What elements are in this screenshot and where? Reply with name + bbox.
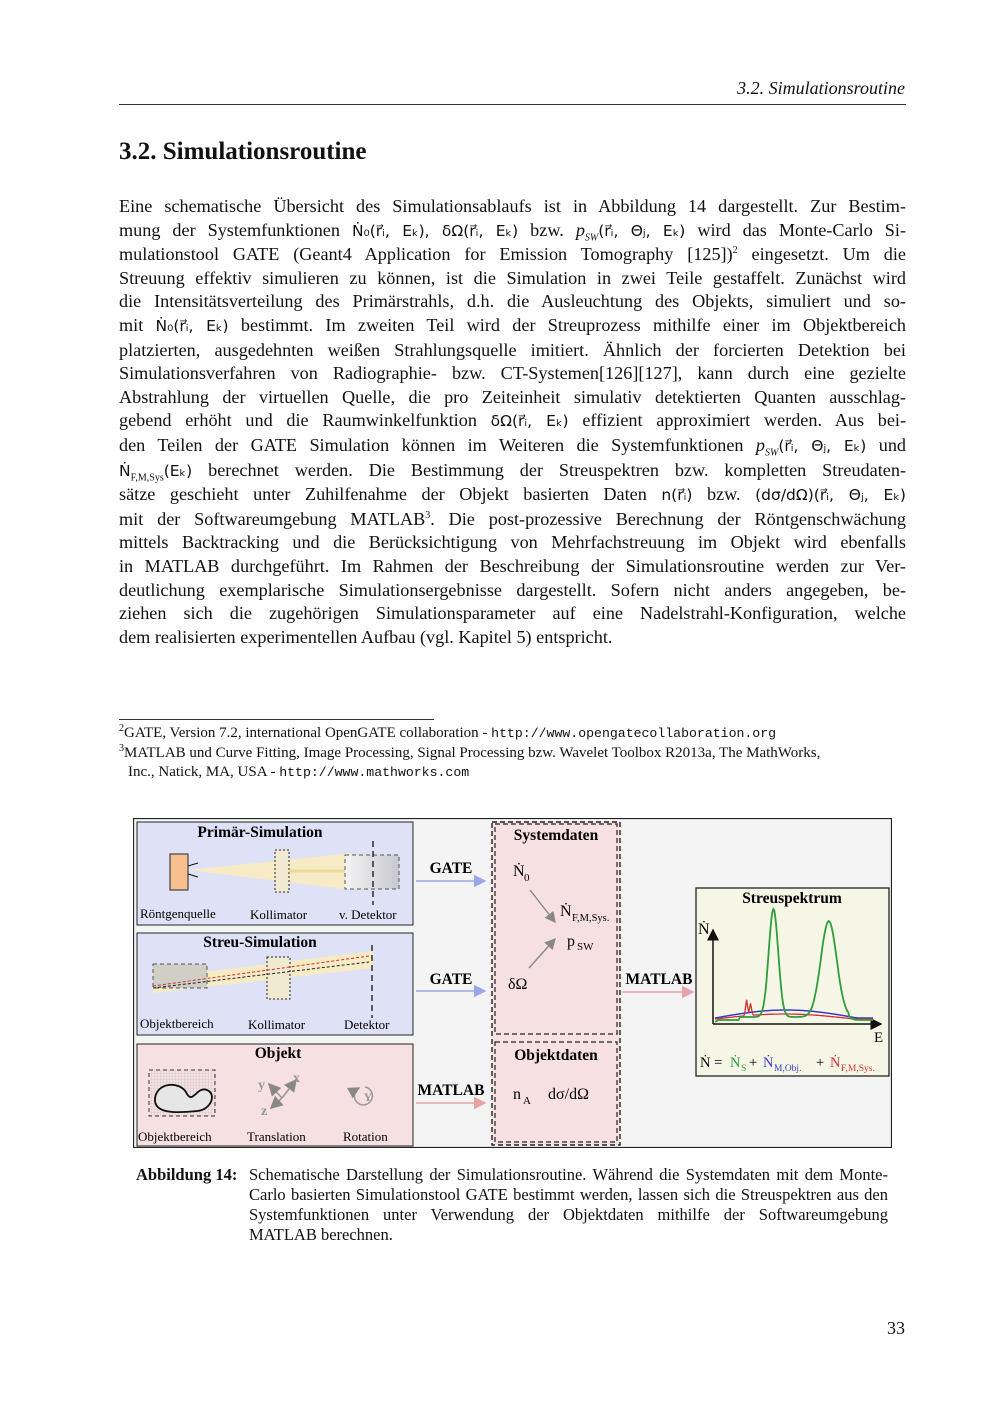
objekt-title: Objekt — [254, 1045, 302, 1062]
footnote-link[interactable]: http://www.opengatecollaboration.org — [491, 726, 777, 741]
primaer-label: Röntgenquelle — [140, 906, 216, 921]
text-line: mit Ṅ₀(r⃗ᵢ, Eₖ) bestimmt. Im zweiten Teil wird der Streuprozess mithilfe einer im Objektbereich — [119, 314, 906, 335]
systemdaten-title: Systemdaten — [513, 827, 599, 844]
running-header: 3.2. Simulationsroutine — [737, 78, 905, 98]
streu-label: Objektbereich — [140, 1016, 214, 1031]
streu-label: Kollimator — [248, 1017, 306, 1032]
text-line: in MATLAB durchgeführt. Im Rahmen der Beschreibung der Simulationsroutine werden zur Ver- — [119, 555, 906, 576]
page-number: 33 — [887, 1318, 905, 1338]
footnote-link[interactable]: http://www.mathworks.com — [279, 765, 470, 780]
primaer-title: Primär-Simulation — [197, 824, 323, 841]
body-paragraph — [119, 195, 906, 649]
text-line: Streuung effektiv simulieren zu können, ist die Simulation in zwei Teile gestaffelt. Zunächst wird — [119, 267, 906, 288]
obj-na-sub: A — [523, 1095, 531, 1107]
primaer-label: v. Detektor — [339, 907, 397, 922]
rotation-symbol: Y — [363, 1090, 373, 1104]
svg-text:+: + — [816, 1055, 825, 1071]
svg-text:GATE: GATE — [429, 860, 473, 877]
text-line: Abstrahlung der virtuellen Quelle, die pro Zeiteinheit simulativ detektierten Quanten ausschlag- — [119, 386, 906, 407]
primaer-label: Kollimator — [250, 907, 308, 922]
footnote-3: $^3$MATLAB und Curve Fitting, Image Processing, Signal Processing bzw. Wavelet Toolbox R2013a, The MathWorks, — [119, 742, 821, 761]
text-line: Ṅ$_{F,M,Sys}$(Eₖ) berechnet werden. Die Bestimmung der Streuspektren bzw. kompletten Streudaten- — [119, 459, 906, 484]
text-line: mung der Systemfunktionen Ṅ₀(r⃗ᵢ, Eₖ), δΩ(r⃗ᵢ, Eₖ) bzw. $p_{SW}(r⃗ᵢ$, Θⱼ, Eₖ) wird das Monte-Carlo Si- — [119, 219, 907, 244]
axis-y-label: y — [258, 1078, 265, 1093]
text-line: ziehen sich die zugehörigen Simulationsparameter auf eine Nadelstrahl-Konfiguration, welche — [119, 603, 906, 624]
svg-text:S: S — [741, 1064, 747, 1074]
data-column — [492, 822, 620, 1145]
obj-dsigma: dσ/dΩ — [548, 1086, 589, 1103]
text-line: gebend erhöht und die Raumwinkelfunktion δΩ(r⃗ᵢ, Eₖ) effizient approximiert werden. Aus bei- — [119, 410, 907, 431]
caption-label: Abbildung 14: — [136, 1165, 238, 1184]
footnote-rule — [119, 719, 434, 720]
text-line: Eine schematische Übersicht des Simulationsablaufs ist in Abbildung 14 dargestellt. Zur Bestim- — [119, 196, 906, 216]
simulation-diagram — [133, 818, 892, 1148]
streu-label: Detektor — [344, 1017, 390, 1032]
svg-text:Ṅ: Ṅ — [830, 1055, 841, 1071]
section-heading: 3.2. Simulationsroutine — [119, 138, 367, 165]
virtual-detector-box — [345, 855, 399, 889]
axis-x-label: x — [293, 1071, 300, 1086]
obj-na: n — [513, 1086, 521, 1103]
text-line: platzierten, ausgedehnten weißen Strahlungsquelle imitiert. Ähnlich der forcierten Detektion bei — [119, 339, 906, 360]
text-line: die Intensitätsverteilung des Primärstrahls, d.h. die Ausleuchtung des Objekts, simuliert und so- — [119, 291, 906, 312]
streu-title: Streu-Simulation — [203, 934, 317, 951]
text-line: deutlichung exemplarische Simulationsergebnisse dargestellt. Sofern nicht anders angegeben, be- — [119, 579, 906, 600]
figure-14 — [133, 818, 892, 1148]
svg-text:Ṅ: Ṅ — [730, 1055, 741, 1071]
footnote-2: $^2$GATE, Version 7.2, international OpenGATE collaboration - http://www.opengatecollaboration.org — [119, 723, 777, 741]
text-line: dem realisierten experimentellen Aufbau (vgl. Kapitel 5) entspricht. — [119, 626, 613, 647]
svg-text:GATE: GATE — [429, 971, 473, 988]
svg-text:Ṅ: Ṅ — [763, 1055, 774, 1071]
objekt-panel — [137, 1044, 413, 1146]
sys-domega: δΩ — [508, 976, 528, 993]
text-line: sätze geschieht unter Zuhilfenahme der Objekt basierten Daten n(r⃗ᵢ) bzw. (dσ/dΩ)(r⃗ᵢ, Θⱼ, Eₖ) — [119, 484, 906, 505]
plot-xlabel: E — [874, 1030, 884, 1046]
footnote-3-cont: Inc., Natick, MA, USA - http://www.mathworks.com — [128, 764, 470, 780]
text-line: mit der Softwareumgebung MATLAB$^3$. Die post-prozessive Berechnung der Röntgenschwächung — [119, 508, 907, 529]
plot-ylabel: Ṅ — [698, 921, 710, 938]
text-line: Simulationsverfahren von Radiographie- bzw. CT-Systemen[126][127], kann durch eine gezielte — [119, 363, 906, 384]
sys-n0: Ṅ — [513, 863, 525, 880]
collimator-box — [275, 850, 289, 892]
sys-psw: p — [567, 933, 575, 950]
primaer-panel — [137, 822, 413, 925]
collimator-box — [267, 957, 290, 999]
streuspektrum-panel — [696, 888, 889, 1076]
footnotes — [119, 724, 906, 783]
text-line: den Teilen der GATE Simulation können im Weiteren die Systemfunktionen $p_{SW}(r⃗ᵢ$, Θⱼ, Eₖ) und — [119, 434, 907, 459]
axis-z-label: z — [261, 1104, 268, 1119]
figure-caption — [136, 1165, 888, 1245]
svg-text:F,M,Sys.: F,M,Sys. — [841, 1064, 875, 1074]
object-shape — [155, 1085, 212, 1112]
sys-nf-sub: F,M,Sys. — [572, 913, 610, 924]
svg-text:+: + — [749, 1055, 758, 1071]
sys-n0-sub: 0 — [524, 872, 530, 884]
objekt-label: Rotation — [343, 1129, 388, 1144]
objektdaten-title: Objektdaten — [514, 1047, 598, 1064]
svg-text:MATLAB: MATLAB — [417, 1082, 485, 1099]
header-rule — [119, 104, 906, 105]
xray-source-box — [170, 854, 188, 890]
objekt-label: Translation — [247, 1129, 306, 1144]
objekt-label: Objektbereich — [138, 1129, 212, 1144]
sys-psw-sub: SW — [577, 941, 594, 953]
svg-text:M,Obj.: M,Obj. — [774, 1064, 802, 1074]
svg-text:MATLAB: MATLAB — [625, 971, 693, 988]
text-line: mulationstool GATE (Geant4 Application for Emission Tomography [125])$^2$ eingesetzt. Um die — [119, 244, 907, 265]
caption-text: Schematische Darstellung der Simulationsroutine. Während die Systemdaten mit dem Monte-Carlo basierten Simulationstool GATE bestimmt werden, lassen sich die Streuspektren aus den Systemfunktionen unter Verwendung der Objektdaten mithilfe der Softwareumgebung MATLAB berechnen. — [249, 1165, 888, 1244]
streu-panel — [137, 933, 413, 1035]
streuspektrum-title: Streuspektrum — [742, 890, 842, 907]
text-line: mittels Backtracking und die Berücksichtigung von Mehrfachstreuung im Objekt wird ebenfalls — [119, 532, 906, 553]
svg-text:Ṅ =: Ṅ = — [700, 1055, 723, 1071]
sys-nf: Ṅ — [560, 903, 572, 920]
